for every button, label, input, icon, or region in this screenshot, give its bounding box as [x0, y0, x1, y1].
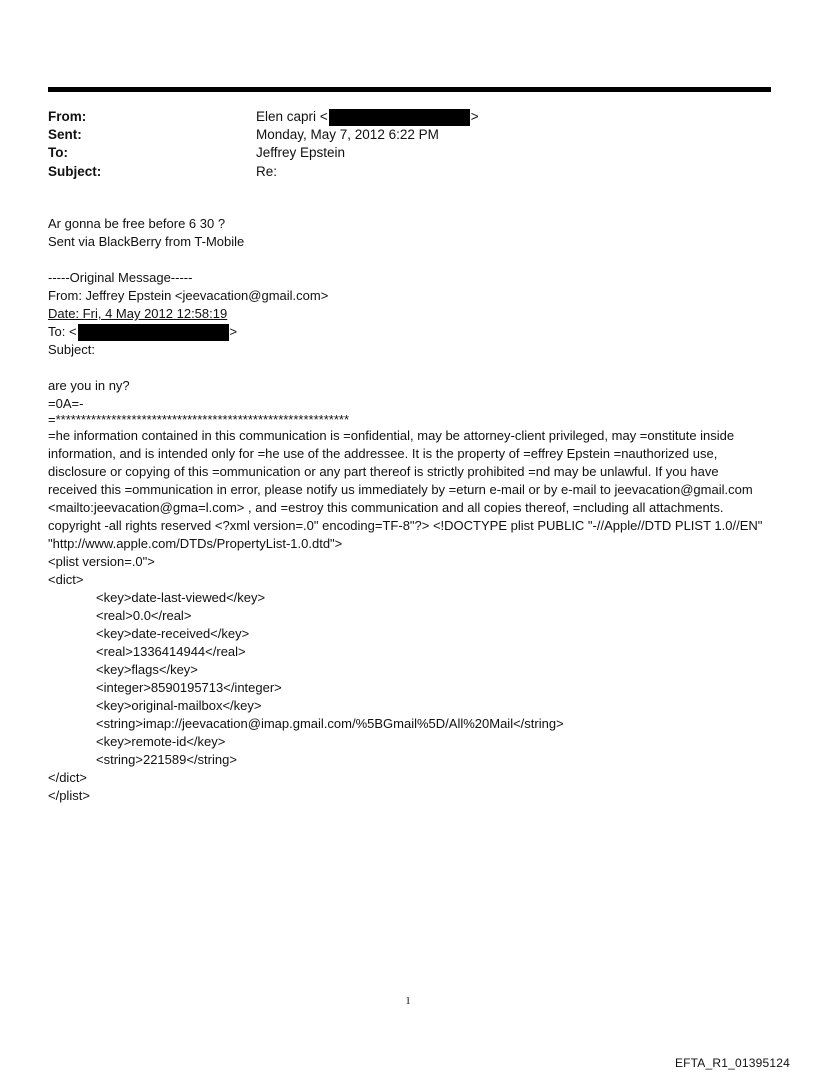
plist-line: <key>original-mailbox</key> — [96, 698, 262, 713]
from-label: From: — [48, 109, 87, 124]
plist-line: <key>flags</key> — [96, 662, 198, 677]
redaction-box — [329, 109, 470, 126]
redaction-box — [78, 324, 229, 341]
email-body — [48, 215, 770, 805]
plist-line: <string>221589</string> — [96, 752, 237, 767]
sent-row — [48, 126, 748, 144]
plist-close: </plist> — [48, 788, 90, 803]
original-date: Date: Fri, 4 May 2012 12:58:19 — [48, 306, 228, 321]
sender-email-close: > — [470, 109, 479, 124]
subject-row — [48, 163, 748, 181]
plist-line: <key>date-last-viewed</key> — [96, 590, 266, 605]
sender-email-open: < — [319, 109, 328, 124]
dict-open: <dict> — [48, 572, 84, 587]
plist-line: <key>date-received</key> — [96, 626, 250, 641]
sender-name: Elen capri — [256, 109, 317, 124]
original-to-close: > — [229, 324, 238, 339]
dict-close: </dict> — [48, 770, 88, 785]
original-subject: Subject: — [48, 342, 95, 357]
plist-line: <real>1336414944</real> — [96, 644, 246, 659]
original-from: From: Jeffrey Epstein <jeevacation@gmail.com> — [48, 288, 329, 303]
stars-line: =********************************************************** — [48, 412, 350, 427]
plist-line: <string>imap://jeevacation@imap.gmail.com/%5BGmail%5D/All%20Mail</string> — [96, 716, 564, 731]
from-row — [48, 108, 748, 126]
plist-open: <plist version=.0"> — [48, 554, 155, 569]
subject-value: Re: — [256, 163, 278, 179]
reply-signature: Sent via BlackBerry from T-Mobile — [48, 234, 245, 249]
email-header — [48, 108, 748, 181]
disclaimer-text: =he information contained in this communication is =onfidential, may be attorney-client privileged, may =onstitute inside information, and is intended only for =he use of the addressee. It is the property of =effrey Epstein =nauthorized use, disclosure or copying of this =ommunication or any part thereof is strictly prohibited =nd may be unlawful. If you have received this =ommunication in error, please notify us immediately by =eturn e-mail or by e-mail to jeevacation@gmail.com <mailto:jeevacation@gma=l.com> , and =estroy this communication and all copies thereof, =ncluding all attachments. copyright -all rights reserved <?xml version=.0" encoding=TF-8"?> <!DOCTYPE plist PUBLIC "-//Apple//DTD PLIST 1.0//EN" "http://www.apple.com/DTDs/PropertyList-1.0.dtd"> — [48, 428, 763, 551]
page-number: 1 — [405, 995, 411, 1007]
plist-line: <real>0.0</real> — [96, 608, 192, 623]
sent-label: Sent: — [48, 127, 82, 143]
reply-line: Ar gonna be free before 6 30 ? — [48, 216, 226, 231]
original-question: are you in ny? — [48, 378, 130, 393]
plist-line: <key>remote-id</key> — [96, 734, 226, 749]
original-separator: -----Original Message----- — [48, 270, 193, 285]
to-row — [48, 144, 748, 162]
document-id: EFTA_R1_01395124 — [674, 1056, 790, 1070]
to-label: To: — [48, 145, 68, 161]
subject-label: Subject: — [48, 163, 102, 179]
to-value: Jeffrey Epstein — [256, 145, 346, 161]
original-to — [48, 323, 770, 341]
original-to-open: To: < — [48, 324, 77, 339]
encoded-line: =0A=- — [48, 396, 84, 411]
from-value — [256, 108, 479, 126]
header-divider — [48, 87, 771, 92]
sent-value: Monday, May 7, 2012 6:22 PM — [256, 127, 439, 143]
plist-line: <integer>8590195713</integer> — [96, 680, 282, 695]
